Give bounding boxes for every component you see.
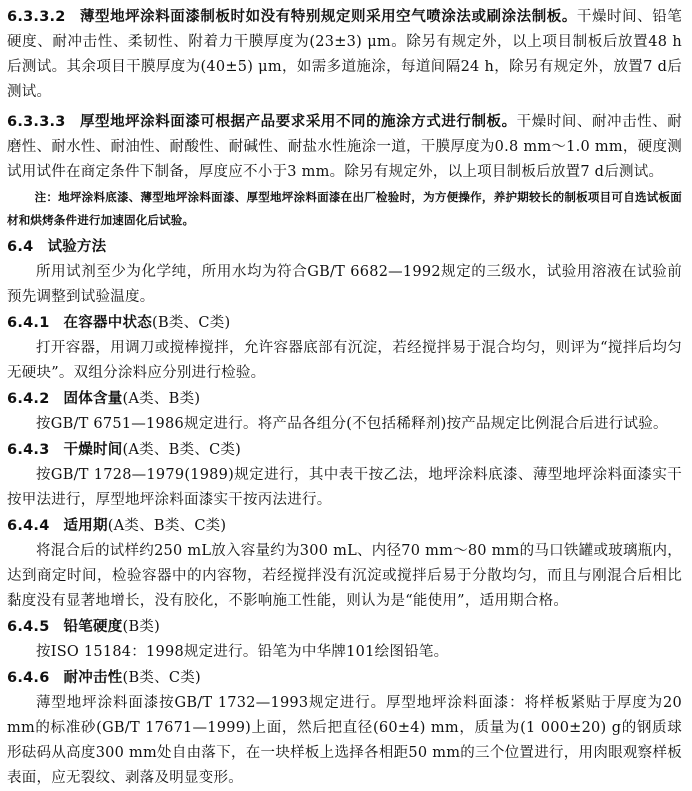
clause-number: 6.4 — [7, 239, 34, 255]
clause-number: 6.4.2 — [7, 391, 50, 407]
clause-6-4-2-body: 按GB/T 6751—1986规定进行。将产品各组分(不包括稀释剂)按产品规定比例混合后进行试验。 — [36, 416, 668, 432]
clause-classes: (B类、C类) — [152, 315, 231, 331]
clause-6-4-1-heading — [7, 310, 682, 336]
note: 注：地坪涂料底漆、薄型地坪涂料面漆、厚型地坪涂料面漆在出厂检验时，为方便操作，养护期较长的制板项目可自选试板面材和烘烤条件进行加速固化后试验。 — [7, 190, 682, 227]
clause-6-3-3-2 — [7, 4, 682, 105]
clause-title: 耐冲击性 — [63, 669, 123, 686]
clause-lead: 厚型地坪涂料面漆可根据产品要求采用不同的施涂方式进行制板。 — [79, 113, 517, 130]
clause-6-3-3-3 — [7, 109, 682, 185]
clause-title: 适用期 — [63, 517, 108, 534]
clause-6-4-6-heading — [7, 665, 682, 691]
clause-number: 6.4.1 — [7, 315, 50, 331]
clause-title: 干燥时间 — [63, 441, 123, 458]
clause-number: 6.3.3.3 — [7, 114, 66, 130]
clause-6-4-heading — [7, 234, 682, 260]
clause-classes: (B类) — [122, 619, 161, 635]
clause-number: 6.4.6 — [7, 670, 50, 686]
clause-title: 在容器中状态 — [63, 314, 153, 331]
clause-6-4-2-heading — [7, 386, 682, 412]
clause-title: 铅笔硬度 — [63, 618, 123, 635]
clause-6-4-3-heading — [7, 437, 682, 463]
clause-6-4-1-body: 打开容器，用调刀或搅棒搅拌，允许容器底部有沉淀，若经搅拌易于混合均匀，则评为“搅拌后均匀无硬块”。双组分涂料应分别进行检验。 — [7, 340, 682, 381]
clause-number: 6.3.3.2 — [7, 9, 66, 25]
clause-title: 试验方法 — [47, 238, 107, 255]
clause-6-4-4-heading — [7, 513, 682, 539]
clause-classes: (A类、B类、C类) — [107, 518, 227, 534]
clause-lead: 薄型地坪涂料面漆制板时如没有特别规定则采用空气喷涂法或刷涂法制板。 — [79, 8, 577, 25]
clause-body: 干燥时间、耐冲击性、耐磨性、耐水性、耐油性、耐酸性、耐碱性、耐盐水性施涂一道，干膜厚度为0.8 mm～1.0 mm，硬度测试用试件在商定条件下制备，厚度应不小于3 mm。除另有规定外，以上项目制板后放置7 d后测试。 — [7, 114, 683, 180]
clause-6-4-body: 所用试剂至少为化学纯，所用水均为符合GB/T 6682—1992规定的三级水，试验用溶液在试验前预先调整到试验温度。 — [7, 264, 682, 305]
clause-classes: (A类、B类、C类) — [122, 442, 242, 458]
clause-6-4-6-body: 薄型地坪涂料面漆按GB/T 1732—1993规定进行。厚型地坪涂料面漆：将样板紧贴于厚度为20 mm的标准砂(GB/T 17671—1999)上面，然后把直径(60±4) mm，质量为(1 000±20) g的钢质球形砝码从高度300 mm处自由落下，在一块样板上选择各相距50 mm的三个位置进行，用肉眼观察样板表面，应无裂纹、剥落及明显变形。 — [7, 695, 682, 786]
clause-classes: (B类、C类) — [122, 670, 201, 686]
clause-6-4-5-heading — [7, 614, 682, 640]
clause-title: 固体含量 — [63, 390, 123, 407]
clause-number: 6.4.3 — [7, 442, 50, 458]
clause-number: 6.4.4 — [7, 518, 50, 534]
clause-6-4-3-body: 按GB/T 1728—1979(1989)规定进行，其中表干按乙法，地坪涂料底漆、薄型地坪涂料面漆实干按甲法进行，厚型地坪涂料面漆实干按丙法进行。 — [7, 467, 682, 508]
clause-6-4-4-body: 将混合后的试样约250 mL放入容量约为300 mL、内径70 mm～80 mm的马口铁罐或玻璃瓶内，达到商定时间，检验容器中的内容物，若经搅拌没有沉淀或搅拌后易于分散均匀，而且与刚混合后相比黏度没有显著地增长，没有胶化，不影响施工性能，则认为是“能使用”，适用期合格。 — [7, 543, 682, 609]
clause-6-4-5-body: 按ISO 15184：1998规定进行。铅笔为中华牌101绘图铅笔。 — [36, 644, 449, 660]
clause-number: 6.4.5 — [7, 619, 50, 635]
clause-body: 干燥时间、铅笔硬度、耐冲击性、柔韧性、附着力干膜厚度为(23±3) μm。除另有规定外，以上项目制板后放置48 h后测试。其余项目干膜厚度为(40±5) μm，如需多道施涂，每道间隔24 h，除另有规定外，放置7 d后测试。 — [7, 9, 683, 100]
clause-classes: (A类、B类) — [122, 391, 201, 407]
